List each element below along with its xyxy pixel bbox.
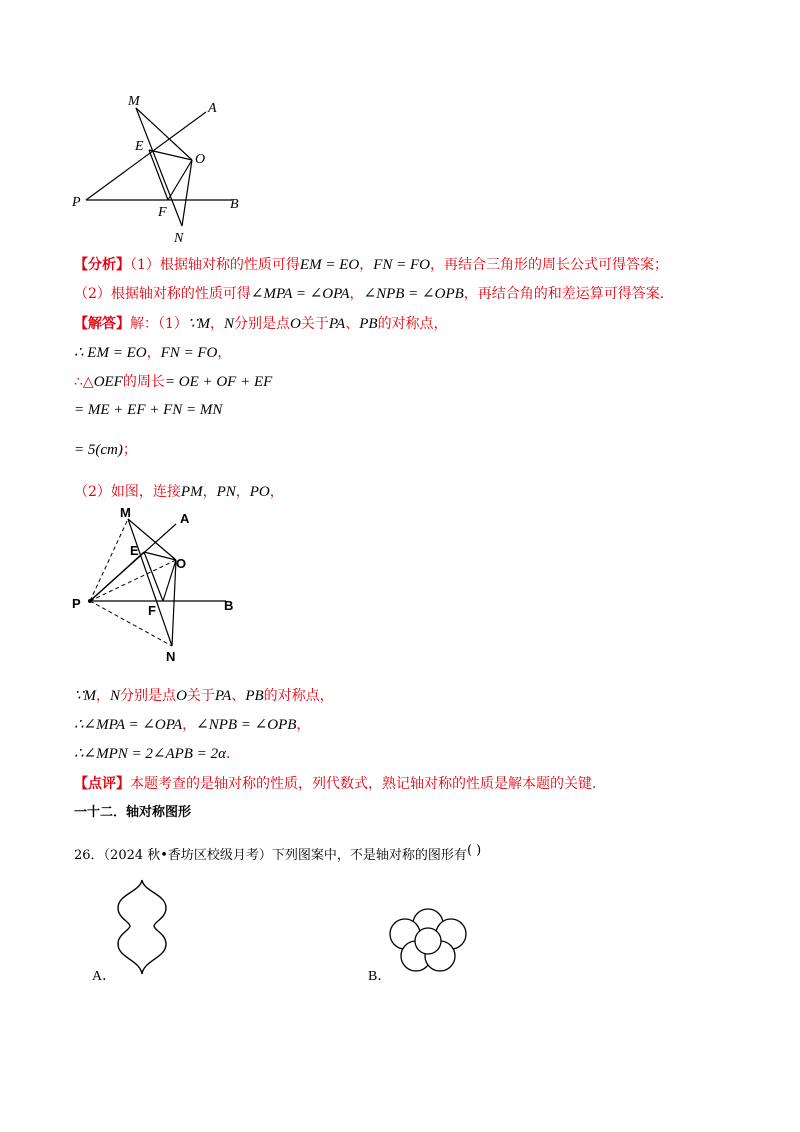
proof2-line-1: ∵M，N分别是点O关于PA、PB的对称点， bbox=[74, 688, 334, 704]
dashed-pm bbox=[90, 519, 128, 601]
label-a: A bbox=[180, 511, 190, 526]
segment-pe bbox=[90, 552, 144, 601]
analysis-line-1: 【分析】（1）根据轴对称的性质可得EM = EO，FN = FO，再结合三角形的周长公式可得答案； bbox=[74, 257, 668, 273]
label-o: O bbox=[176, 556, 187, 571]
analysis-line-2: （2）根据轴对称的性质可得∠MPA = ∠OPA，∠NPB = ∠OPB，再结合角的和差运算可得答案． bbox=[74, 286, 674, 302]
figure-2-diagram bbox=[66, 502, 256, 667]
segment-on bbox=[172, 560, 176, 646]
answer-paren: ( ) bbox=[466, 843, 482, 858]
solution-line-6: （2）如图，连接PM，PN，PO， bbox=[74, 484, 284, 500]
label-b: B bbox=[224, 598, 234, 613]
option-a-label[interactable]: A． bbox=[92, 969, 117, 984]
label-p: P bbox=[72, 596, 81, 611]
proof2-line-3: ∴∠MPN = 2∠APB = 2α． bbox=[74, 746, 240, 762]
label-e: E bbox=[130, 543, 139, 558]
proof2-line-2: ∴∠MPA = ∠OPA，∠NPB = ∠OPB， bbox=[74, 717, 311, 733]
label-m: M bbox=[128, 94, 140, 109]
label-n: N bbox=[166, 649, 176, 664]
comment-tag: 【点评】 bbox=[74, 776, 130, 792]
label-f: F bbox=[148, 603, 156, 618]
analysis-tag: 【分析】 bbox=[74, 257, 130, 273]
solution-line-4: = ME + EF + FN = MN bbox=[74, 402, 223, 418]
segment-on bbox=[182, 160, 192, 226]
label-f: F bbox=[158, 205, 167, 220]
segment-mo bbox=[136, 108, 192, 160]
segment-ef bbox=[149, 150, 168, 200]
comment-text: 本题考查的是轴对称的性质，列代数式，熟记轴对称的性质是解本题的关键． bbox=[130, 776, 606, 792]
option-a-shape bbox=[110, 878, 174, 976]
point-p bbox=[88, 599, 92, 603]
solution-line-5: = 5(cm)； bbox=[74, 442, 137, 458]
dashed-po bbox=[90, 560, 176, 601]
question-26-stem bbox=[74, 843, 482, 866]
solution-line-3: ∴△OEF的周长= OE + OF + EF bbox=[74, 374, 273, 390]
question-source: （2024 秋•香坊区校级月考）下列图案中，不是轴对称的图形有 bbox=[103, 848, 467, 863]
question-number: 26． bbox=[74, 848, 104, 863]
option-b-label[interactable]: B． bbox=[368, 969, 392, 984]
label-n: N bbox=[174, 231, 184, 246]
option-b-shape bbox=[388, 904, 468, 976]
label-b: B bbox=[230, 197, 239, 212]
solution-tag: 【解答】 bbox=[74, 316, 130, 332]
label-o: O bbox=[195, 152, 206, 167]
section-title: 一十二．轴对称图形 bbox=[74, 805, 192, 820]
solution-line-1: 【解答】解：（1）∵M，N分别是点O关于PA、PB的对称点， bbox=[74, 316, 448, 332]
label-a: A bbox=[208, 101, 217, 116]
label-p: P bbox=[72, 195, 81, 210]
comment-line bbox=[74, 774, 606, 794]
label-e: E bbox=[135, 139, 144, 154]
solution-line-2: ∴ EM = EO，FN = FO， bbox=[74, 345, 232, 361]
dashed-pn bbox=[90, 601, 172, 646]
figure-1-diagram bbox=[60, 90, 260, 250]
label-m: M bbox=[120, 505, 131, 520]
